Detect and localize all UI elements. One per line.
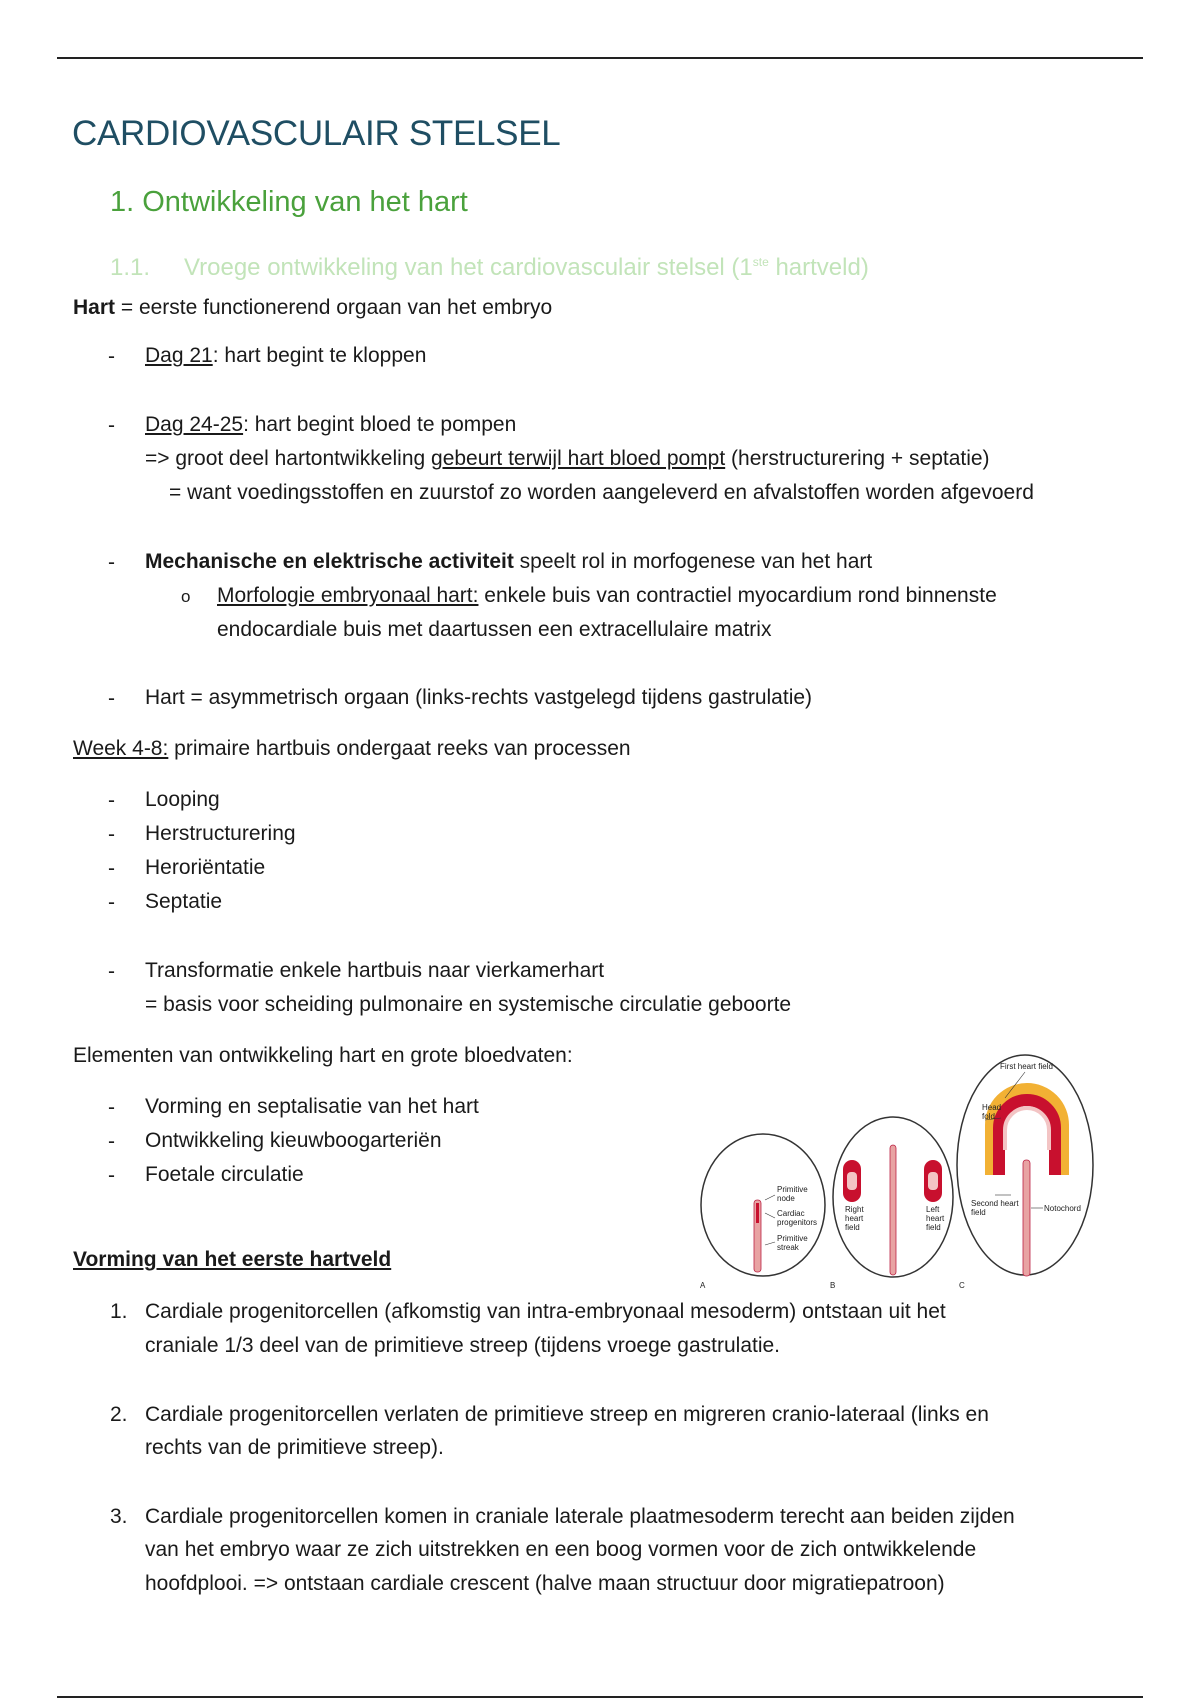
subsection-text-after: hartveld)	[768, 254, 869, 281]
list-item: Transformatie enkele hartbuis naar vierkamerhart	[145, 959, 605, 982]
panel-label-a: A	[700, 1281, 706, 1290]
bullet-dash: -	[108, 789, 115, 812]
list-item: Septatie	[145, 890, 223, 913]
step-line: Cardiale progenitorcellen verlaten de primitieve streep en migreren cranio-lateraal (links en	[145, 1403, 989, 1426]
label-head-fold: Head fold	[982, 1103, 1002, 1121]
step-line: Cardiale progenitorcellen (afkomstig van intra-embryonaal mesoderm) ontstaan uit het	[145, 1300, 946, 1323]
list-item	[145, 412, 516, 438]
heart-field-figure	[695, 1050, 1095, 1300]
mech-text: speelt rol in morfogenese van het hart	[513, 550, 873, 573]
embryo-outline-a	[701, 1134, 825, 1276]
label-primitive-streak: Primitive streak	[777, 1234, 808, 1252]
list-item	[145, 343, 426, 369]
list-item: Ontwikkeling kieuwboogarteriën	[145, 1129, 442, 1152]
subsection-text: Vroege ontwikkeling van het cardiovasculair stelsel (1	[184, 254, 753, 281]
label-second-heart-field: Second heart field	[971, 1199, 1019, 1217]
sub-list-item-cont: endocardiale buis met daartussen een extracellulaire matrix	[217, 618, 772, 641]
list-item-cont: = basis voor scheiding pulmonaire en systemische circulatie geboorte	[145, 993, 792, 1016]
step-number: 3.	[110, 1505, 128, 1528]
intro-text: = eerste functionerend orgaan van het embryo	[115, 296, 553, 319]
day-text: : hart begint te kloppen	[212, 344, 427, 367]
step-line: craniale 1/3 deel van de primitieve streep (tijdens vroege gastrulatie.	[145, 1334, 781, 1357]
label-first-heart-field: First heart field	[1000, 1062, 1053, 1071]
label-cardiac-progenitors: Cardiac progenitors	[777, 1209, 818, 1227]
intro-term: Hart	[73, 296, 116, 319]
step-number: 2.	[110, 1403, 128, 1426]
bullet-dash: -	[108, 1130, 115, 1153]
notochord	[1023, 1160, 1030, 1276]
panel-label-b: B	[830, 1281, 836, 1290]
sub-bullet: o	[181, 587, 191, 606]
label-right-heart-field: Right heart field	[845, 1205, 864, 1232]
primitive-streak-b	[890, 1145, 896, 1275]
subsection-sup: ste	[752, 255, 769, 269]
top-rule	[57, 57, 1143, 59]
morf-term: Morfologie embryonaal hart:	[217, 584, 479, 607]
pomp-prefix: => groot deel hartontwikkeling	[145, 447, 432, 470]
label-primitive-node: Primitive node	[777, 1185, 808, 1203]
step-line: hoofdplooi. => ontstaan cardiale crescent (halve maan structuur door migratiepatroon)	[145, 1572, 945, 1595]
bullet-dash: -	[108, 1096, 115, 1119]
bullet-dash: -	[108, 687, 115, 710]
field-highlight	[847, 1172, 857, 1190]
week-label: Week 4-8:	[73, 737, 169, 760]
bullet-dash: -	[108, 891, 115, 914]
sub-list-item	[217, 583, 997, 609]
subsection-number: 1.1.	[110, 254, 151, 281]
step-line: van het embryo waar ze zich uitstrekken en een boog vormen voor de zich ontwikkelende	[145, 1538, 977, 1561]
step-number: 1.	[110, 1300, 128, 1323]
page-title: CARDIOVASCULAIR STELSEL	[72, 114, 561, 153]
bullet-dash: -	[108, 857, 115, 880]
panel-label-c: C	[959, 1281, 965, 1290]
section-text: Ontwikkeling van het hart	[142, 186, 468, 218]
pomp-underlined: gebeurt terwijl hart bloed pompt	[431, 447, 726, 470]
cardiac-progenitors-a	[756, 1203, 759, 1223]
mech-term: Mechanische en elektrische activiteit	[145, 550, 514, 573]
step-line: Cardiale progenitorcellen komen in craniale laterale plaatmesoderm terecht aan beiden zijden	[145, 1505, 1015, 1528]
list-item	[145, 549, 872, 575]
list-item: Foetale circulatie	[145, 1163, 304, 1186]
day-label: Dag 24-25	[145, 413, 244, 436]
week-line	[73, 736, 631, 762]
label-left-heart-field: Left heart field	[926, 1205, 945, 1232]
bullet-dash: -	[108, 960, 115, 983]
bullet-dash: -	[108, 551, 115, 574]
bullet-dash: -	[108, 345, 115, 368]
bullet-dash: -	[108, 1164, 115, 1187]
morf-text: enkele buis van contractiel myocardium rond binnenste	[478, 584, 997, 607]
vorming-heading: Vorming van het eerste hartveld	[73, 1248, 392, 1271]
week-text: primaire hartbuis ondergaat reeks van processen	[168, 737, 631, 760]
section-number: 1.	[110, 186, 135, 218]
list-item: Heroriëntatie	[145, 856, 266, 879]
subsection-heading	[110, 247, 869, 283]
field-highlight	[928, 1172, 938, 1190]
day-text: : hart begint bloed te pompen	[243, 413, 517, 436]
section-heading	[110, 185, 468, 219]
list-item: Looping	[145, 788, 220, 811]
step-line: rechts van de primitieve streep).	[145, 1436, 444, 1459]
elements-intro: Elementen van ontwikkeling hart en grote bloedvaten:	[73, 1044, 573, 1067]
label-notochord: Notochord	[1044, 1204, 1081, 1213]
bottom-rule	[57, 1696, 1143, 1698]
want-line: = want voedingsstoffen en zuurstof zo worden aangeleverd en afvalstoffen worden afgevoerd	[169, 481, 1034, 504]
bullet-dash: -	[108, 414, 115, 437]
list-item: Hart = asymmetrisch orgaan (links-rechts vastgelegd tijdens gastrulatie)	[145, 686, 813, 709]
pomp-suffix: (herstructurering + septatie)	[725, 447, 990, 470]
pomp-line	[145, 446, 990, 472]
bullet-dash: -	[108, 823, 115, 846]
day-label: Dag 21	[145, 344, 213, 367]
intro-line	[73, 295, 552, 321]
list-item: Vorming en septalisatie van het hart	[145, 1095, 479, 1118]
list-item: Herstructurering	[145, 822, 296, 845]
